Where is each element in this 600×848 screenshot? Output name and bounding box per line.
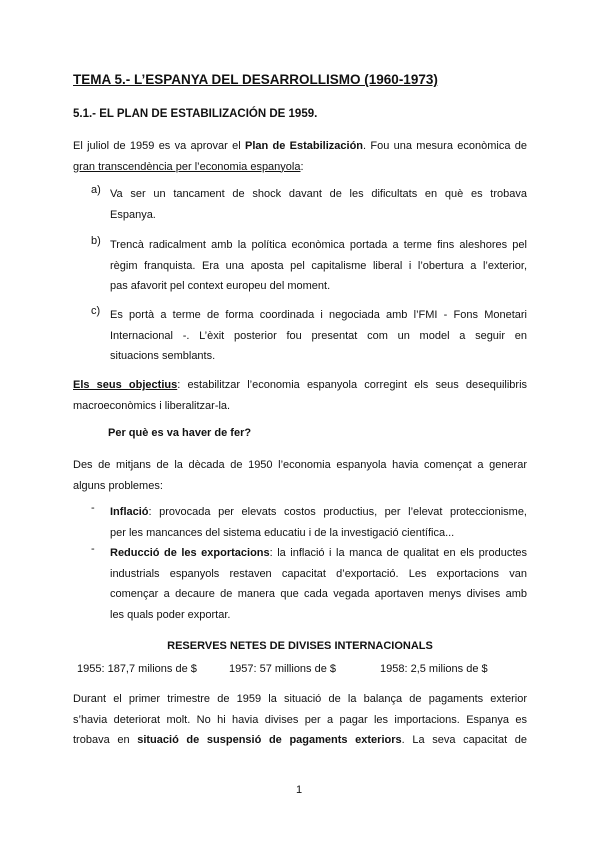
- list-item-b: Trencà radicalment amb la política econòmica portada a terme fins aleshores pel règim franquista. Era una aposta pel capitalisme liberal i l’obertura a l’exterior, pas afavorit pel context europeu del moment.: [110, 239, 527, 292]
- page-number: 1: [296, 784, 303, 796]
- objectives-paragraph: Els seus objectius: estabilitzar l’economia espanyola corregint els seus desequilibris macroeconòmics i liberalitzar-la.: [73, 379, 527, 412]
- objectives-label: Els seus objectius: [73, 379, 178, 391]
- plan-name: Plan de Estabilización: [244, 140, 364, 152]
- reserve-1955: 1955: 187,7 milions de $: [77, 663, 197, 675]
- list-item-a: Va ser un tancament de shock davant de les dificultats en què es trobava Espanya.: [110, 188, 527, 221]
- intro-line-1: El juliol de 1959 es va aprovar el Plan de Estabilización. Fou una mesura econòmica de: [73, 140, 527, 152]
- reserves-heading: RESERVES NETES DE DIVISES INTERNACIONALS: [167, 640, 433, 652]
- reserve-1957: 1957: 57 millions de $: [229, 663, 337, 675]
- page-title: TEMA 5.- L’ESPANYA DEL DESARROLLISMO (1960-1973): [73, 72, 438, 87]
- intro-line-2: gran transcendència per l’economia espanyola:: [73, 160, 304, 173]
- list-marker-c: c): [91, 305, 101, 317]
- problem-exports: Reducció de les exportacions: la inflació i la manca de qualitat en els productes industrials espanyols restaven capacitat d’exportació. Les exportacions van començar a decaure de manera que cada vegada aportaven menys divises amb les quals poder exportar.: [110, 547, 527, 621]
- suspension-phrase: situació de suspensió de pagaments exteriors: [137, 734, 402, 746]
- problem-marker-2: -: [91, 543, 95, 555]
- section-heading: 5.1.- EL PLAN DE ESTABILIZACIÓN DE 1959.: [73, 108, 318, 120]
- problem-inflation: Inflació: provocada per elevats costos productius, per l’elevat proteccionisme, per les mancances del sistema educatiu i de la investigació científica...: [110, 506, 527, 539]
- intro-paragraph: [73, 136, 527, 177]
- list-marker-a: a): [91, 184, 101, 196]
- list-marker-b: b): [91, 235, 101, 247]
- question-heading: Per què es va haver de fer?: [108, 427, 252, 439]
- list-item-c: Es portà a terme de forma coordinada i negociada amb l’FMI - Fons Monetari Internacional -. L’èxit posterior fou presentat com un model a seguir en situacions semblants.: [110, 309, 527, 362]
- context-paragraph: Des de mitjans de la dècada de 1950 l’economia espanyola havia començat a generar alguns problemes:: [73, 459, 527, 492]
- closing-paragraph: Durant el primer trimestre de 1959 la situació de la balança de pagaments exterior s’havia deteriorat molt. No hi havia divises per a pagar les importacions. Espanya es trobava en situació de suspensió de pagaments exteriors. La seva capacitat de: [73, 693, 527, 746]
- problem-marker-1: -: [91, 502, 95, 514]
- reserve-1958: 1958: 2,5 milions de $: [380, 663, 488, 675]
